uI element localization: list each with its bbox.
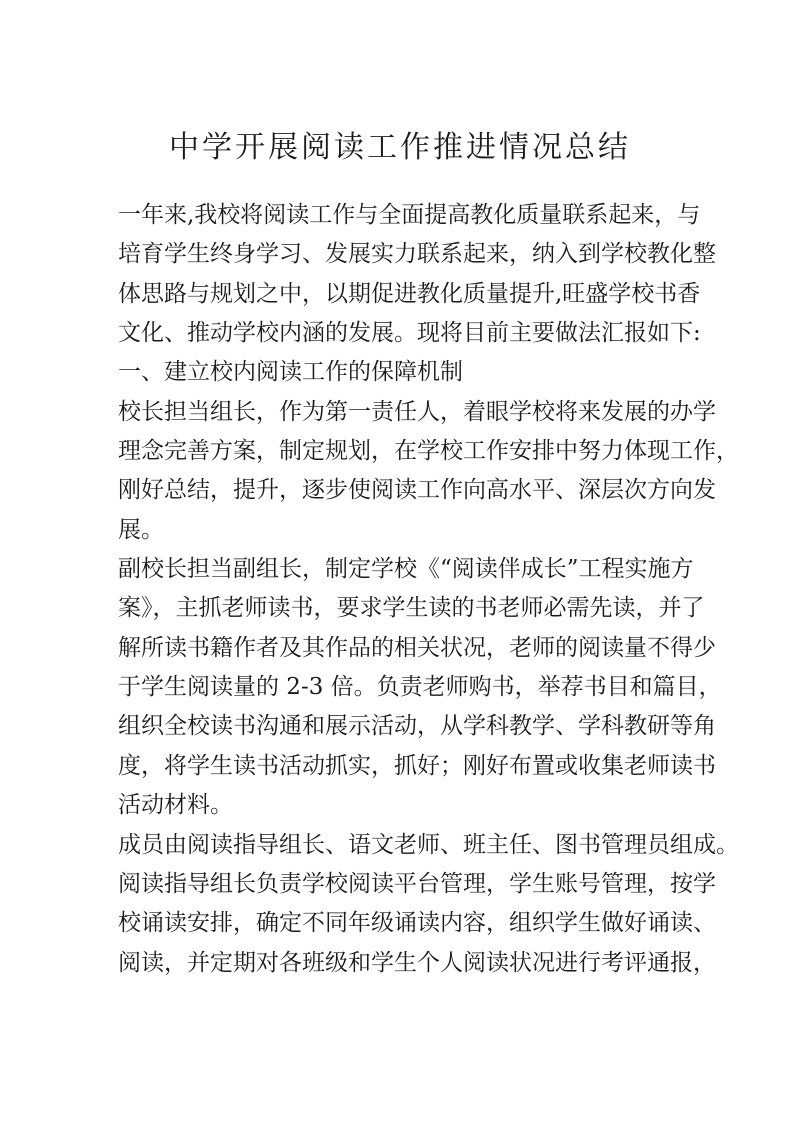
- paragraph-line: 体思路与规划之中，以期促进教化质量提升,旺盛学校书香: [118, 280, 701, 307]
- paragraph-line: 校诵读安排，确定不同年级诵读内容，组织学生做好诵读、: [118, 910, 716, 937]
- paragraph-line: 成员由阅读指导组长、语文老师、班主任、图书管理员组成。: [118, 831, 739, 858]
- document-title: 中学开展阅读工作推进情况总结: [169, 130, 631, 165]
- paragraph-line: 校长担当组长，作为第一责任人，着眼学校将来发展的办学: [118, 398, 716, 425]
- paragraph-line: 展。: [118, 516, 164, 543]
- paragraph-line: 案》，主抓老师读书，要求学生读的书老师必需先读，并了: [118, 595, 705, 622]
- paragraph-line: 于学生阅读量的 2-3 倍。负责老师购书，举荐书目和篇目，: [118, 674, 722, 701]
- paragraph-line: 刚好总结，提升，逐步使阅读工作向高水平、深层次方向发: [118, 477, 716, 504]
- paragraph-line: 一年来,我校将阅读工作与全面提高教化质量联系起来，与: [118, 202, 701, 228]
- paragraph-line: 副校长担当副组长，制定学校《“阅读伴成长”工程实施方: [118, 556, 694, 583]
- paragraph-line: 解所读书籍作者及其作品的相关状况，老师的阅读量不得少: [118, 634, 716, 661]
- document-body: [118, 196, 739, 983]
- paragraph-line: 文化、推动学校内涵的发展。现将目前主要做法汇报如下:: [118, 320, 701, 347]
- paragraph-line: 培育学生终身学习、发展实力联系起来，纳入到学校教化整: [118, 241, 716, 268]
- paragraph-line: 阅读指导组长负责学校阅读平台管理，学生账号管理，按学: [118, 870, 716, 897]
- paragraph-line: 度，将学生读书活动抓实，抓好；刚好布置或收集老师读书: [118, 752, 716, 779]
- paragraph-line: 阅读，并定期对各班级和学生个人阅读状况进行考评通报，: [118, 949, 716, 976]
- paragraph-line: 组织全校读书沟通和展示活动，从学科教学、学科教研等角: [118, 713, 716, 740]
- paragraph-line: 活动材料。: [118, 792, 233, 819]
- section-heading: 一、建立校内阅读工作的保障机制: [118, 359, 463, 386]
- paragraph-line: 理念完善方案，制定规划，在学校工作安排中努力体现工作，: [118, 438, 739, 465]
